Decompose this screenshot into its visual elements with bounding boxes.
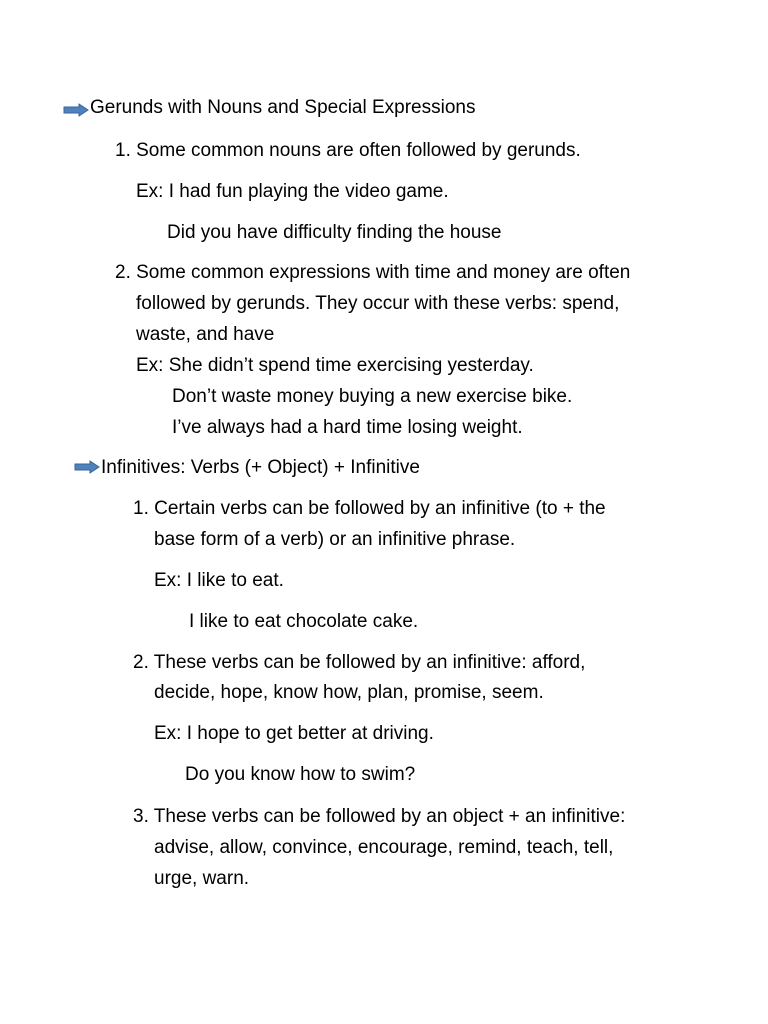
example-line: Do you know how to swim? — [185, 764, 416, 785]
list-item-1-line-1: 1. Certain verbs can be followed by an infinitive (to + the — [133, 498, 606, 519]
list-item-2-line-1: 2. These verbs can be followed by an infinitive: afford, — [133, 652, 586, 673]
list-item-2-line-3: waste, and have — [136, 324, 275, 345]
section-heading-gerunds: Gerunds with Nouns and Special Expressions — [90, 97, 476, 118]
example-line: Ex: I had fun playing the video game. — [136, 181, 449, 202]
right-arrow-shape — [64, 104, 88, 116]
list-item-2-line-2: decide, hope, know how, plan, promise, seem. — [154, 682, 544, 703]
example-line: I’ve always had a hard time losing weight. — [172, 417, 523, 438]
list-item-1-line-2: base form of a verb) or an infinitive phrase. — [154, 529, 516, 550]
list-item-3-line-2: advise, allow, convince, encourage, remind, teach, tell, — [154, 837, 614, 858]
list-item-1-line-1: 1. Some common nouns are often followed by gerunds. — [115, 140, 581, 161]
right-arrow-icon — [63, 103, 89, 117]
section-heading-infinitives: Infinitives: Verbs (+ Object) + Infinitive — [101, 457, 420, 478]
example-line: Ex: I like to eat. — [154, 570, 284, 591]
right-arrow-shape — [75, 461, 99, 473]
example-line: Ex: She didn’t spend time exercising yesterday. — [136, 355, 534, 376]
right-arrow-icon — [74, 460, 100, 474]
list-item-3-line-1: 3. These verbs can be followed by an object + an infinitive: — [133, 806, 626, 827]
list-item-2-line-1: 2. Some common expressions with time and money are often — [115, 262, 631, 283]
example-line: Don’t waste money buying a new exercise bike. — [172, 386, 573, 407]
list-item-2-line-2: followed by gerunds. They occur with these verbs: spend, — [136, 293, 620, 314]
list-item-3-line-3: urge, warn. — [154, 868, 250, 889]
example-line: Did you have difficulty finding the house — [167, 222, 502, 243]
example-line: Ex: I hope to get better at driving. — [154, 723, 434, 744]
example-line: I like to eat chocolate cake. — [189, 611, 419, 632]
